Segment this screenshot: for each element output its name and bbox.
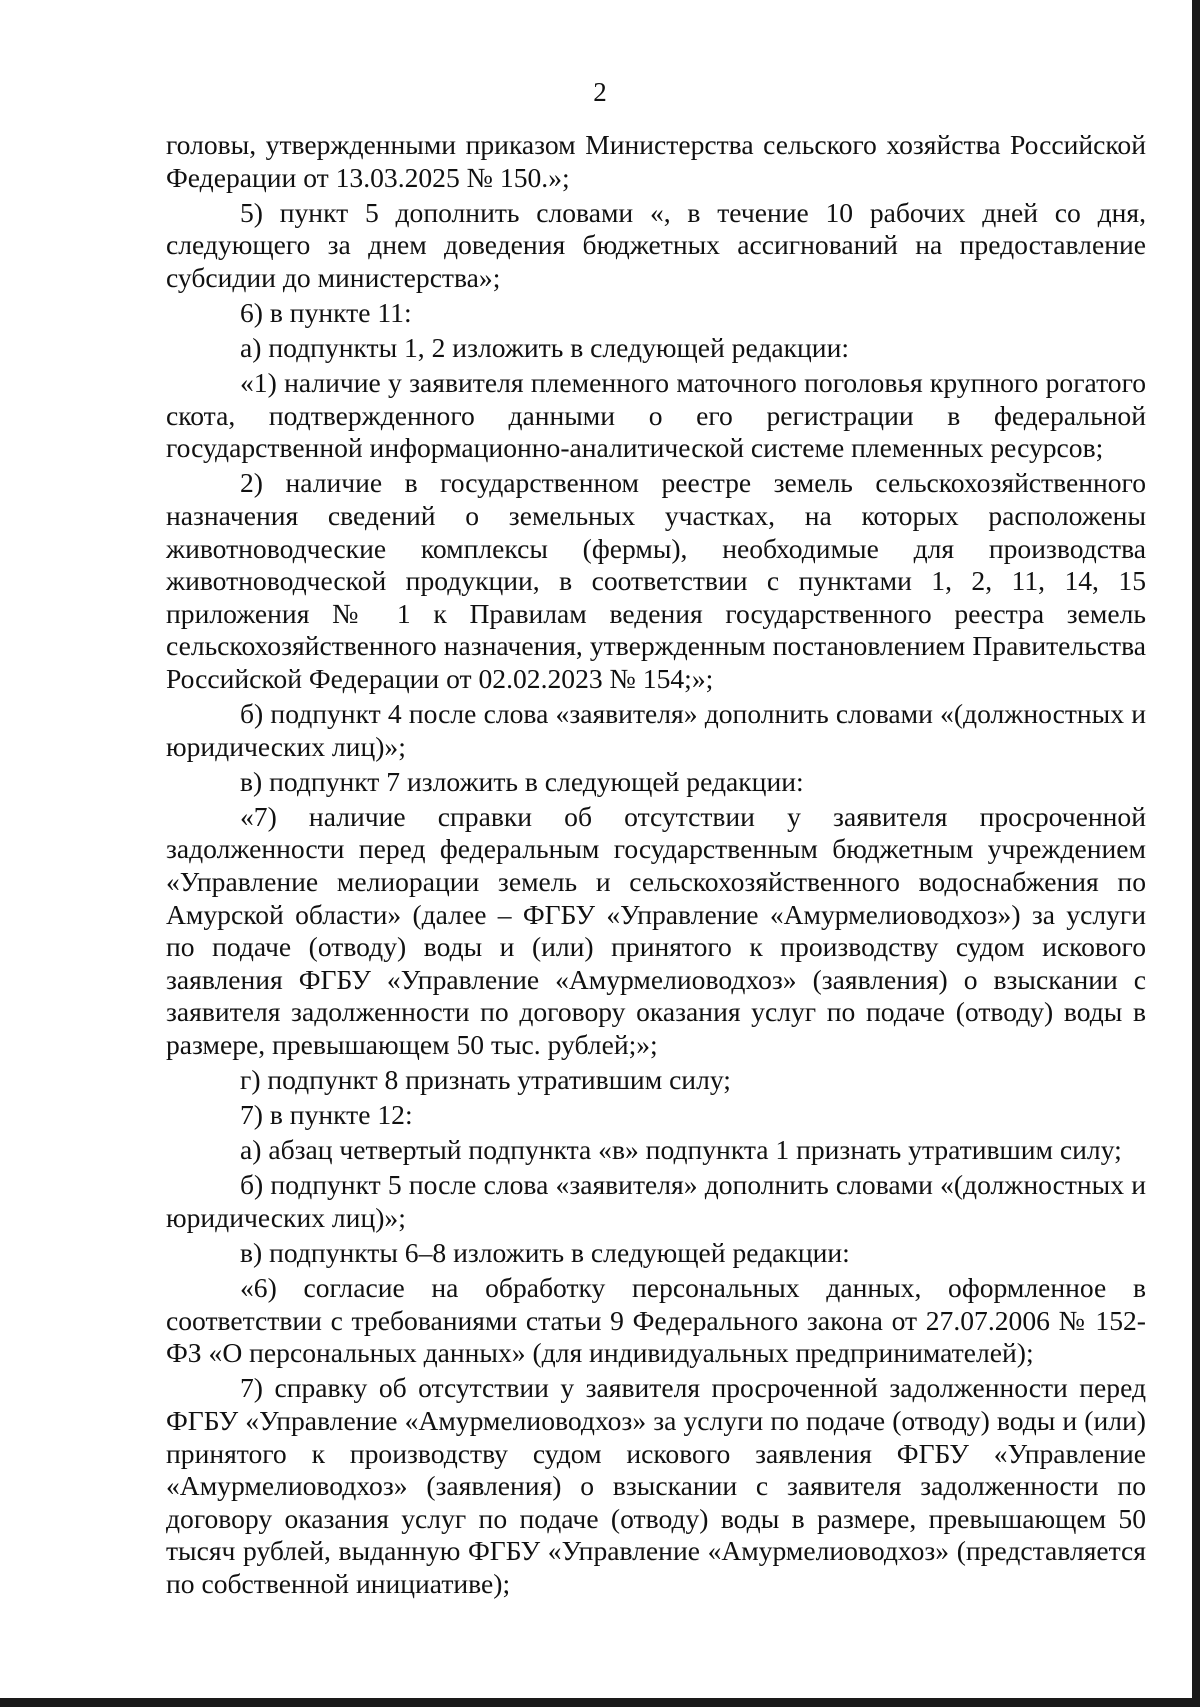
- paragraph-subitem-g: г) подпункт 8 признать утратившим силу;: [240, 1064, 731, 1096]
- paragraph-item-6: 6) в пункте 11:: [240, 296, 412, 328]
- paragraph-quote-1: «1) наличие у заявителя племенного маточного поголовья крупного рогатого скота, подтвержденного данными о его регистрации в федеральной государственной информационно-аналитической системе племенных ресурсов;: [166, 367, 1146, 464]
- paragraph-item-5: 5) пункт 5 дополнить словами «, в течение 10 рабочих дней со дня, следующего за днем доведения бюджетных ассигнований на предоставление субсидии до министерства»;: [166, 196, 1146, 293]
- paragraph-subitem-a: а) подпункты 1, 2 изложить в следующей редакции:: [240, 332, 850, 364]
- paragraph-subitem-a-12: а) абзац четвертый подпункта «в» подпункта 1 признать утратившим силу;: [240, 1134, 1122, 1166]
- paragraph-quote-7: «7) наличие справки об отсутствии у заявителя просроченной задолженности перед федеральным государственным бюджетным учреждением «Управление мелиорации земель и сельскохозяйственного водоснабжения по Амурской области» (далее – ФГБУ «Управление «Амурмелиоводхоз») за услуги по подаче (отводу) воды и (или) принятого к производству судом искового заявления ФГБУ «Управление «Амурмелиоводхоз» (заявления) о взыскании с заявителя задолженности по договору оказания услуг по подаче (отводу) воды в размере, превышающем 50 тыс. рублей;»;: [166, 800, 1146, 1061]
- paragraph-quote-6: «6) согласие на обработку персональных данных, оформленное в соответствии с требованиями статьи 9 Федерального закона от 27.07.2006 № 152-ФЗ «О персональных данных» (для индивидуальных предпринимателей);: [166, 1272, 1146, 1369]
- paragraph-subitem-b-12: б) подпункт 5 после слова «заявителя» дополнить словами «(должностных и юридических лиц)»;: [166, 1169, 1146, 1233]
- scan-edge-right: [1192, 0, 1200, 1707]
- paragraph-subitem-v-12: в) подпункты 6–8 изложить в следующей редакции:: [240, 1237, 850, 1269]
- paragraph-quote-7-certificate: 7) справку об отсутствии у заявителя просроченной задолженности перед ФГБУ «Управление «Амурмелиоводхоз» за услуги по подаче (отводу) воды и (или) принятого к производству судом искового заявления ФГБУ «Управление «Амурмелиоводхоз» (заявления) о взыскании с заявителя задолженности по договору оказания услуг по подаче (отводу) воды в размере, превышающем 50 тысяч рублей, выданную ФГБУ «Управление «Амурмелиоводхоз» (представляется по собственной инициативе);: [166, 1372, 1146, 1600]
- scan-edge-bottom: [0, 1698, 1200, 1707]
- paragraph-item-7: 7) в пункте 12:: [240, 1099, 413, 1131]
- paragraph-continuation: головы, утвержденными приказом Министерства сельского хозяйства Российской Федерации от 13.03.2025 № 150.»;: [166, 129, 1146, 193]
- paragraph-subitem-b: б) подпункт 4 после слова «заявителя» дополнить словами «(должностных и юридических лиц)»;: [166, 698, 1146, 762]
- document-body: [166, 129, 1146, 1603]
- paragraph-quote-2: 2) наличие в государственном реестре земель сельскохозяйственного назначения сведений о земельных участках, на которых расположены животноводческие комплексы (фермы), необходимые для производства животноводческой продукции, в соответствии с пунктами 1, 2, 11, 14, 15 приложения № 1 к Правилам ведения государственного реестра земель сельскохозяйственного назначения, утвержденным постановлением Правительства Российской Федерации от 02.02.2023 № 154;»;: [166, 467, 1146, 694]
- paragraph-subitem-v: в) подпункт 7 изложить в следующей редакции:: [240, 765, 804, 797]
- page-number: 2: [593, 77, 607, 107]
